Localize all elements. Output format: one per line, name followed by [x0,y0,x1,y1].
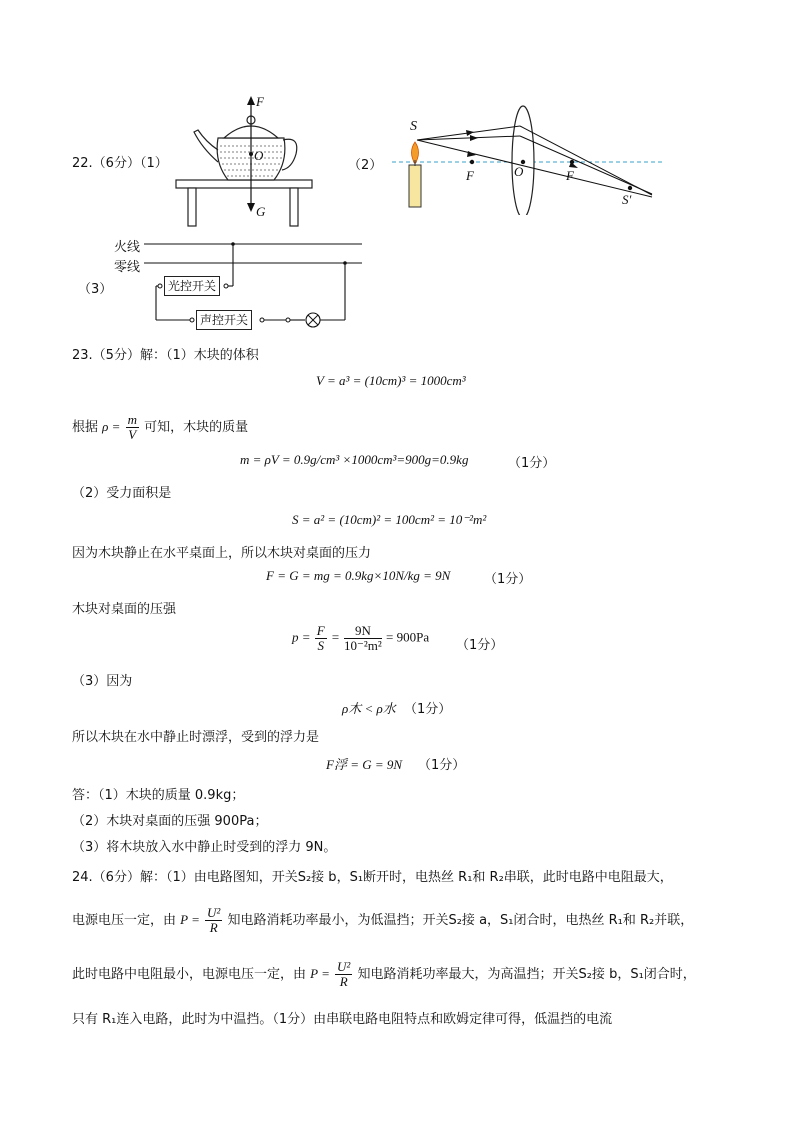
candle [409,165,421,207]
q23-answer-1: 答：（1）木块的质量 0.9kg； [72,788,245,803]
power-lhs-1: P = [180,912,200,927]
label-F-up: F [256,94,264,109]
label-S: S [410,119,417,134]
q23-score-1: （1分） [508,456,556,471]
q23-eq-density: ρ木 < ρ水 [342,701,396,716]
teapot-spout [194,130,218,162]
q23-header: 23.（5分）解：（1）木块的体积 [72,348,259,363]
power-den-1: R [209,920,218,935]
teapot-figure [170,92,320,232]
p-fraction-1 [315,624,327,653]
q23-part3: （3）因为 [72,674,133,689]
power-num-2: U² [337,959,351,974]
q24-line3-post: 知电路消耗功率最大，为高温挡；开关S₂接 b，S₁闭合时， [357,967,696,982]
p-f1-num: F [316,623,325,638]
label-F-right: F [566,168,574,183]
table-top [176,180,312,188]
focus-left-point [470,160,474,164]
q23-line5: 木块对桌面的压强 [72,602,177,617]
label-F-left: F [466,168,474,183]
label-O-lens: O [514,164,524,179]
q24-line2-pre: 电源电压一定，由 [72,913,177,928]
force-arrow-up-head [247,96,255,105]
q22-part2-label: （2） [348,158,383,173]
q23-line2 [72,413,248,442]
rho-den: V [128,427,137,442]
q23-eq-mass: m = ρV = 0.9g/cm³ ×1000cm³=900g=0.9kg [240,452,469,467]
rho-fraction [126,413,139,442]
gravity-arrow-down-head [247,203,255,212]
power-num-1: U² [207,905,221,920]
q23-part2: （2）受力面积是 [72,486,172,501]
q23-eq-pressure [292,624,429,653]
q23-eq-volume: V = a³ = (10cm)³ = 1000cm³ [316,373,466,388]
table-leg-right [290,188,298,226]
q23-eq-area: S = a² = (10cm)² = 100cm² = 10⁻²m² [292,512,487,527]
light-control-switch: 光控开关 [164,276,220,296]
image-point [628,186,632,190]
rho-num: m [127,412,137,427]
p-rhs: = 900Pa [386,629,430,645]
p-lhs: p = [292,629,311,645]
q23-eq-force: F = G = mg = 0.9kg×10N/kg = 9N [266,568,451,583]
q24-line2 [72,906,693,935]
sound-control-switch: 声控开关 [196,310,252,330]
q24-line4: 只有 R₁连入电路，此时为中温挡。（1分）由串联电路电阻特点和欧姆定律可得，低温挡的电流 [72,1012,613,1027]
q22-header: 22.（6分）（1） [72,156,168,171]
q23-line2-pre: 根据 [72,420,99,435]
q23-score-2: （1分） [484,572,532,587]
q23-answer-3: （3）将木块放入水中静止时受到的浮力 9N。 [72,840,337,855]
table-leg-left [188,188,196,226]
label-O-teapot: O [254,148,264,163]
power-lhs-2: P = [310,966,330,981]
q24-line2-post: 知电路消耗功率最小，为低温挡；开关S₂接 a，S₁闭合时，电热丝 R₁和 R₂并联， [227,913,694,928]
q23-line4: 因为木块静止在水平桌面上，所以木块对桌面的压力 [72,546,372,561]
p-fraction-2 [344,624,382,653]
neutral-wire-label: 零线 [114,260,141,275]
q23-line7: 所以木块在水中静止时漂浮，受到的浮力是 [72,730,320,745]
rho-lhs: ρ = [102,419,121,434]
q24-line3-pre: 此时电路中电阻最小，电源电压一定，由 [72,967,307,982]
q23-answer-2: （2）木块对桌面的压强 900Pa； [72,814,268,829]
power-fraction-2 [335,960,352,989]
power-den-2: R [339,974,348,989]
p-f1-den: S [317,638,324,653]
q23-score-5: （1分） [418,758,466,773]
power-fraction-1 [205,906,222,935]
label-S-prime: S′ [622,192,632,207]
q24-line3 [72,960,696,989]
q23-score-3: （1分） [456,638,504,653]
p-f2-den: 10⁻²m² [344,638,382,653]
p-f2-num: 9N [344,624,382,639]
label-G-down: G [256,204,266,219]
q23-line2-post: 可知，木块的质量 [144,420,249,435]
q23-score-4: （1分） [404,702,452,717]
q24-line1: 24.（6分）解：（1）由电路图知，开关S₂接 b，S₁断开时，电热丝 R₁和 R₂串联，此时电路中电阻最大， [72,870,673,885]
live-wire-label: 火线 [114,240,141,255]
q22-part3-label: （3） [78,282,113,297]
center-point [249,152,253,156]
p-mid: = [330,629,340,645]
q23-eq-buoyancy: F浮 = G = 9N [326,757,403,772]
